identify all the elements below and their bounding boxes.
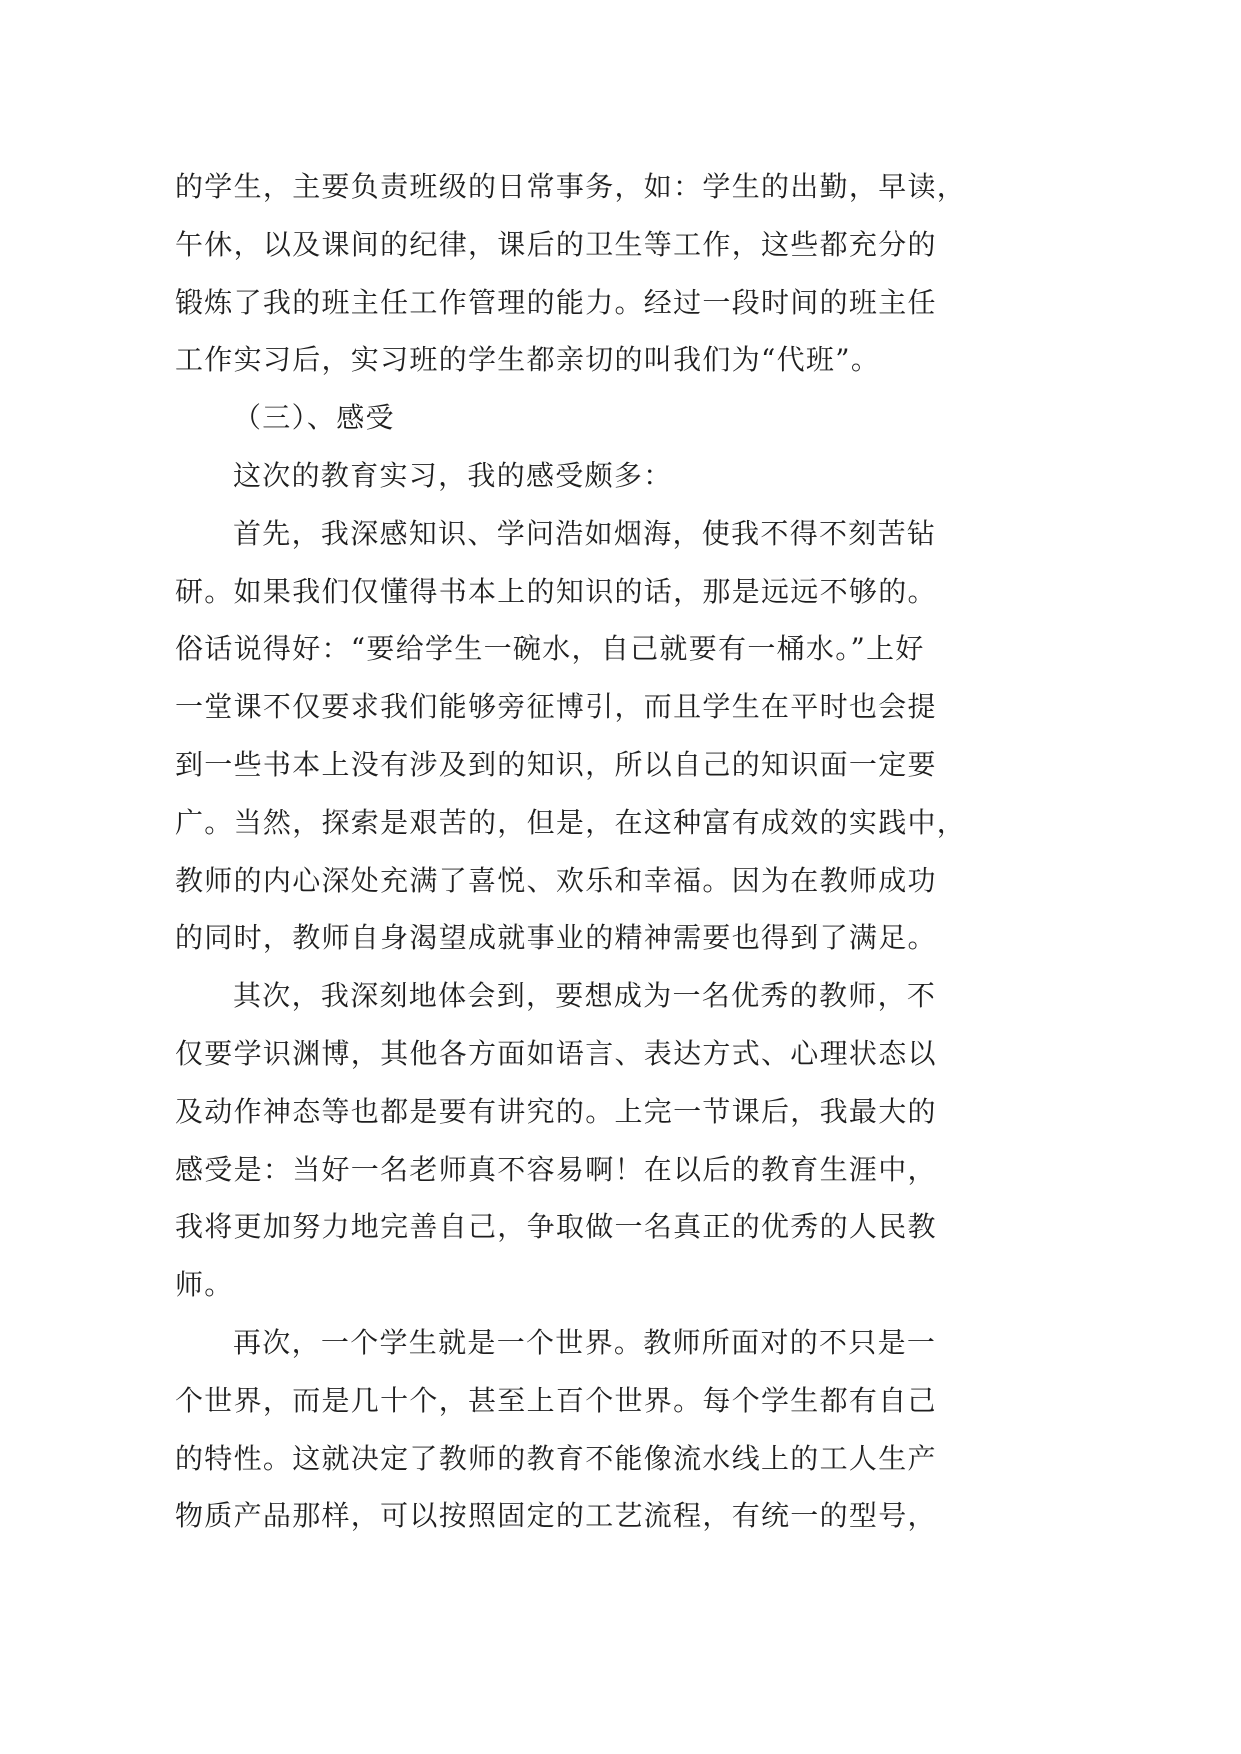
paragraph-first-line: 这次的教育实习，我的感受颇多： [233,458,673,492]
paragraph-first-line: 首先，我深感知识、学问浩如烟海，使我不得不刻苦钻 [233,516,937,550]
section-heading: （三）、感受 [233,401,395,435]
body-text [175,158,1175,1545]
text-line: 到一些书本上没有涉及到的知识，所以自己的知识面一定要 [175,747,937,781]
paragraph-first-line: 再次，一个学生就是一个世界。教师所面对的不只是一 [233,1325,937,1359]
text-line: 的特性。这就决定了教师的教育不能像流水线上的工人生产 [175,1441,937,1475]
text-line: 师。 [175,1268,234,1302]
text-line: 的学生，主要负责班级的日常事务，如：学生的出勤，早读， [175,170,967,203]
text-line: 工作实习后，实习班的学生都亲切的叫我们为“代班”。 [175,343,881,377]
text-line: 仅要学识渊博，其他各方面如语言、表达方式、心理状态以 [175,1036,937,1070]
text-line: 午休，以及课间的纪律，课后的卫生等工作，这些都充分的 [175,227,937,261]
text-line: 我将更加努力地完善自己，争取做一名真正的优秀的人民教 [175,1210,937,1244]
text-line: 研。如果我们仅懂得书本上的知识的话，那是远远不够的。 [175,574,937,608]
text-line: 广。当然，探索是艰苦的，但是，在这种富有成效的实践中， [175,805,967,839]
text-line: 及动作神态等也都是要有讲究的。上完一节课后，我最大的 [175,1094,937,1128]
text-line: 一堂课不仅要求我们能够旁征博引，而且学生在平时也会提 [175,690,937,724]
text-line: 俗话说得好：“要给学生一碗水，自己就要有一桶水。”上好 [175,632,925,666]
text-line: 感受是：当好一名老师真不容易啊！在以后的教育生涯中， [175,1152,937,1186]
paragraph-first-line: 其次，我深刻地体会到，要想成为一名优秀的教师，不 [233,979,937,1013]
text-line: 锻炼了我的班主任工作管理的能力。经过一段时间的班主任 [175,285,937,319]
text-line: 教师的内心深处充满了喜悦、欢乐和幸福。因为在教师成功 [175,863,937,897]
text-line: 的同时，教师自身渴望成就事业的精神需要也得到了满足。 [175,921,937,955]
text-line: 个世界，而是几十个，甚至上百个世界。每个学生都有自己 [175,1383,937,1417]
text-line: 物质产品那样，可以按照固定的工艺流程，有统一的型号， [175,1499,937,1533]
